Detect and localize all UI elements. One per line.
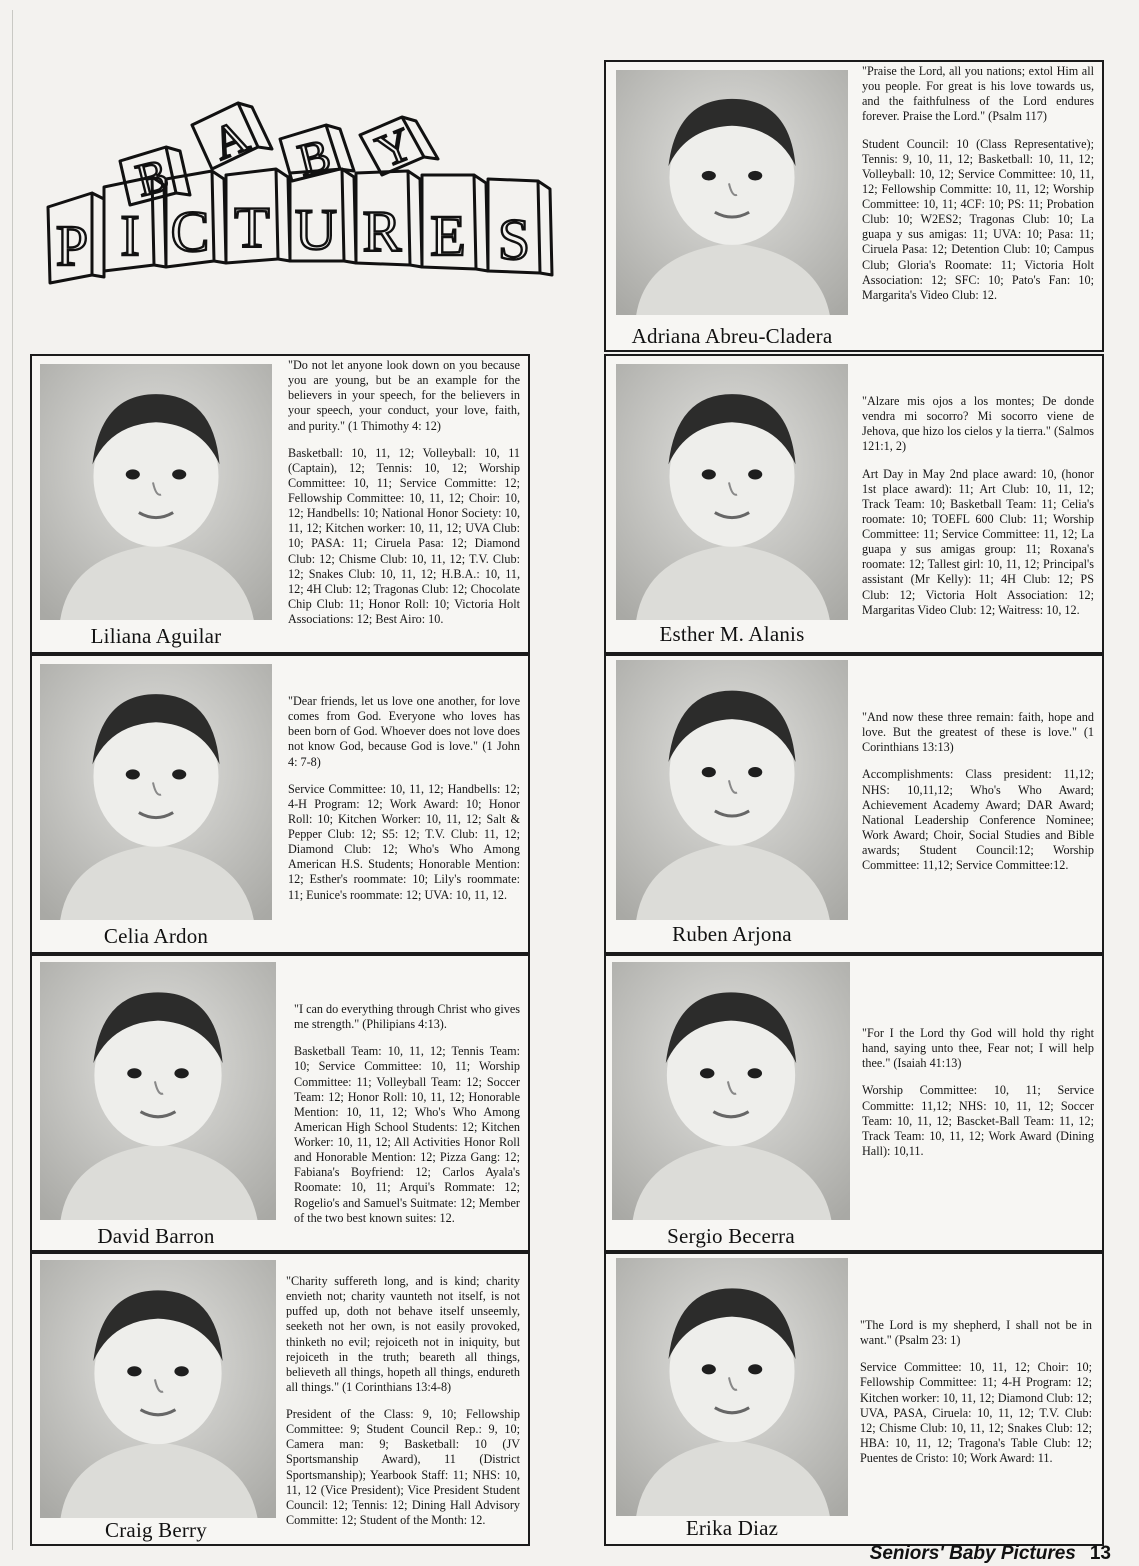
title-letter: P	[55, 213, 89, 278]
title-letter: B	[293, 129, 336, 186]
page-number: 13	[1089, 1543, 1111, 1564]
title-letter: T	[234, 195, 270, 260]
baby-photo	[40, 364, 272, 620]
title-letter: R	[362, 199, 402, 264]
title-letter: C	[170, 199, 210, 264]
title-letter: I	[120, 203, 140, 268]
title-letter: S	[497, 207, 531, 272]
baby-photo	[40, 664, 272, 920]
activities-list: Basketball: 10, 11, 12; Volleyball: 10, 11 (Captain), 12; Tennis: 10, 12; Worship Committee: 10, 11; Service Committe: 12; Fellowship Committee: 10, 11, 12; Choir: 10, 12; Handbells: 10; National Honor Society: 10, 11, 12; Kitchen worker: 10, 11, 12; UVA Club: 10; PASA: 11; Ciruela Pasa: 12; Diamond Club: 12; Chisme Club: 10, 11, 12; T.V. Club: 12; Snakes Club: 10, 11, 12; H.B.A.: 10, 11, 12; 4H Club: 12; Tragonas Club: 12; Chocolate Chip Club: 11; Honor Roll: 10; Victoria Holt Associations: 12; Best Airo: 10.	[288, 445, 520, 626]
baby-photo	[616, 660, 848, 920]
senior-name: David Barron	[97, 1224, 215, 1248]
baby-photo	[40, 962, 276, 1220]
bible-quote: "Alzare mis ojos a los montes; De donde vendra mi socorro? Mi socorro viene de Jehova, que hizo los cielos y la tierra." (Salmos 121:1, 2)	[862, 394, 1094, 454]
baby-photo	[40, 1260, 276, 1518]
title-letter: Y	[369, 117, 420, 178]
activities-list: Accomplishments: Class president: 11,12; NHS: 10,11,12; Who's Who Award; Achievement Academy Award; DAR Award; National Leadership Conference Nominee; Work Award; Choir, Social Studies and Bible awards; Student Council:12; Worship Committee: 11,12; Service Committee:12.	[862, 767, 1094, 873]
senior-name: Adriana Abreu-Cladera	[631, 324, 833, 348]
senior-name: Sergio Becerra	[667, 1224, 795, 1248]
footer-section-title: Seniors' Baby Pictures	[869, 1543, 1076, 1564]
activities-list: Student Council: 10 (Class Representative); Tennis: 9, 10, 11, 12; Basketball: 10, 11, 12; Volleyball: 10, 12; Service Committee: 10, 11, 12; Fellowship Committe: 10, 11, 12; Worship Committee: 10, 11; 4CF: 10; PS: 11; Probation Club: 10; W2ES2; Tragonas Club: 10; La guapa y sus amigas: 11; UVA: 10; Pasa: 11; Ciruela Pasa: 12; Detention Club: 10; Campus Club; Gloria's Roomate: 11; Victoria Holt Association: 12; SFC: 10; Pato's Fan: 10; Margarita's Video Club: 12.	[862, 136, 1094, 302]
senior-writeup	[288, 358, 520, 654]
activities-list: Worship Committee: 10, 11; Service Committe: 11,12; NHS: 10, 11, 12; Soccer Team: 10, 11, 12; Bascket-Ball Team: 11, 12; Track Team: 10, 11, 12; Work Award (Dining Hall): 10,11.	[862, 1083, 1094, 1158]
bible-quote: "Do not let anyone look down on you because you are young, but be an example for the believers in your speech, for the believers in your speech, your conduct, your love, faith, and purity." (1 Thimothy 4: 12)	[288, 358, 520, 433]
senior-name: Ruben Arjona	[672, 922, 792, 946]
senior-writeup	[294, 1002, 520, 1242]
title-letter: E	[430, 203, 466, 268]
senior-writeup	[862, 1026, 1094, 1246]
bible-quote: "Praise the Lord, all you nations; extol Him all you people. For great is his love towards us, and the faithfulness of the Lord endures forever. Praise the Lord." (Psalm 117)	[862, 64, 1094, 124]
senior-writeup	[862, 394, 1094, 644]
senior-name: Erika Diaz	[685, 1516, 779, 1540]
senior-name: Liliana Aguilar	[90, 624, 222, 648]
baby-photo	[616, 1258, 848, 1516]
baby-pictures-title-art	[42, 95, 557, 295]
title-letter: U	[295, 197, 337, 262]
senior-writeup	[286, 1274, 520, 1540]
page-edge	[12, 10, 13, 1550]
activities-list: Art Day in May 2nd place award: 10, (honor 1st place award): 11; Art Club: 10, 11, 12; Track Team: 10; Basketball Team: 11; Celia's roomate: 10; TOEFL 600 Club: 11; Worship Committee: 11; Service Committee: 11, 12; La guapa y sus amigas group: 11; Roxana's roomate: 12; Tallest girl: 10, 11, 12; Principal's assistant (Mr Kelly): 11; 4H Club: 12; PS Club: 12; Victoria Holt Association: 12; Margaritas Video Club: 12; Waitress: 10, 12.	[862, 466, 1094, 617]
bible-quote: "The Lord is my shepherd, I shall not be in want." (Psalm 23: 1)	[860, 1318, 1092, 1348]
bible-quote: "For I the Lord thy God will hold thy right hand, saying unto thee, Fear not; I will help thee." (Isaiah 41:13)	[862, 1026, 1094, 1071]
activities-list: Service Committee: 10, 11, 12; Handbells: 12; 4-H Program: 12; Work Award: 10; Honor Roll: 10; Kitchen Worker: 10, 11, 12; Salt & Pepper Club: 12; S5: 12; T.V. Club: 11, 12; Diamond Club: 12; Who's Who Among American H.S. Students; Honorable Mention: 12; Esther's roommate: 10; Lily's roommate: 11; Eunice's roommate: 12; UVA: 10, 11, 12.	[288, 781, 520, 902]
senior-name: Esther M. Alanis	[659, 622, 805, 646]
title-letter: A	[205, 109, 256, 170]
senior-writeup	[862, 64, 1094, 354]
activities-list: President of the Class: 9, 10; Fellowship Committee: 9; Student Council Rep.: 9, 10; Camera man: 9; Basketball: 10 (JV Sportsmanship Award), 11 (District Sportsmanship); Yearbook Staff: 11; NHS: 10, 11, 12 (Vice President); Vice President Student Council: 12; Tennis: 12; Dining Hall Advisory Committe: 12; Student of the Month: 12.	[286, 1407, 520, 1527]
activities-list: Basketball Team: 10, 11, 12; Tennis Team: 10; Service Committee: 10, 11; Worship Committee: 11; Volleyball Team: 12; Soccer Team: 12; Honor Roll: 10, 11, 12; Honorable Mention: 10, 11, 12; Who's Who Among American High School Students: 12; Kitchen Worker: 10, 11, 12; All Activities Honor Roll and Honorable Mention: 12; Pizza Gang: 12; Fabiana's Boyfriend: 12; Carlos Ayala's Roomate: 10, 11; Arqui's Rommate: 12; Rogelio's and Samuel's Suitmate: 12; Member of the two best known suites: 12.	[294, 1044, 520, 1225]
baby-photo	[616, 364, 848, 620]
senior-writeup	[288, 694, 520, 944]
bible-quote: "Charity suffereth long, and is kind; charity envieth not; charity vaunteth not itself, is not puffed up, doth not behave itself unseemly, seeketh not her own, is not easily provoked, thinketh no evil; rejoiceth not in iniquity, but rejoiceth in the truth; beareth all things, believeth all things, hopeth all things, endureth all things." (1 Corinthians 13:4-8)	[286, 1274, 520, 1394]
bible-quote: "And now these three remain: faith, hope and love. But the greatest of these is love." (1 Corinthians 13:13)	[862, 710, 1094, 755]
baby-photo	[616, 70, 848, 315]
baby-photo	[612, 962, 850, 1220]
title-letter: B	[131, 149, 174, 206]
page-footer	[870, 1543, 1111, 1565]
bible-quote: "I can do everything through Christ who gives me strength." (Philipians 4:13).	[294, 1002, 521, 1032]
senior-name: Celia Ardon	[103, 924, 209, 948]
activities-list: Service Committee: 10, 11, 12; Choir: 10; Fellowship Committee: 11; 4-H Program: 12; Kitchen worker: 10, 11, 12; Diamond Club: 12; UVA, PASA, Ciruela: 10, 11, 12; T.V. Club: 12; Chisme Club: 10, 11, 12; Snakes Club: 12; HBA: 10, 11, 12; Tragona's Table Club: 12; Puentes de Cristo: 10; Work Award: 11.	[860, 1360, 1092, 1465]
senior-writeup	[860, 1318, 1092, 1538]
senior-writeup	[862, 710, 1094, 940]
bible-quote: "Dear friends, let us love one another, for love comes from God. Everyone who loves has been born of God. Whoever does not love does not know God, because God is love." (1 John 4: 7-8)	[288, 694, 520, 769]
senior-name: Craig Berry	[105, 1518, 207, 1542]
